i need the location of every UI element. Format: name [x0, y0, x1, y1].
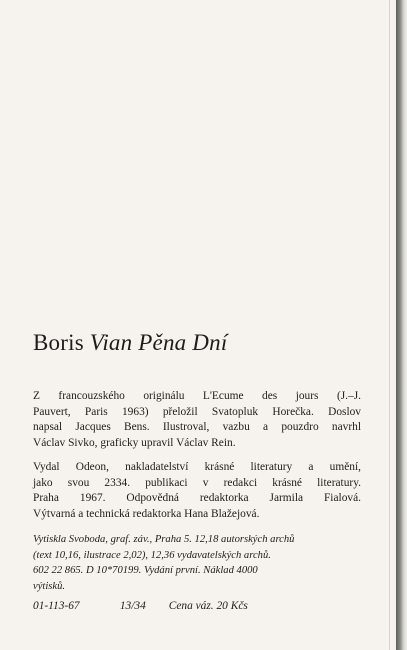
- colophon-line: výtisků.: [33, 581, 66, 593]
- colophon-line: 602 22 865. D 10*70199. Vydání první. Náklad 4000: [33, 565, 258, 577]
- colophon-line: (text 10,16, ilustrace 2,02), 12,36 vydavatelských archů.: [33, 549, 271, 561]
- credits-line: Z francouzského originálu L'Ecume des jours (J.–J.: [33, 390, 361, 402]
- catalog-code: 01-113-67: [33, 600, 80, 612]
- price-label: Cena váz. 20 Kčs: [168, 600, 248, 612]
- credits-line: napsal Jacques Bens. Ilustroval, vazbu a pouzdro navrhl: [33, 421, 361, 434]
- catalog-footer: [33, 600, 248, 612]
- book-spine-edge: [396, 0, 407, 650]
- publisher-line: jako svou 2334. publikaci v redakci krásné literatury.: [33, 476, 361, 489]
- credits-line: Pauvert, Paris 1963) přeložil Svatopluk Horečka. Doslov: [33, 405, 361, 418]
- author-first-name: Boris: [33, 330, 84, 355]
- author-last-name: Vian: [89, 330, 133, 355]
- catalog-number: 13/34: [119, 600, 146, 612]
- translation-credits-paragraph: [33, 389, 361, 451]
- book-title: Pěna Dní: [138, 330, 228, 355]
- publisher-line: Výtvarná a technická redaktorka Hana Blažejová.: [33, 507, 260, 520]
- book-title-line: [33, 330, 227, 356]
- page-edge-line: [389, 0, 390, 650]
- publisher-paragraph: [33, 460, 361, 522]
- colophon-line: Vytiskla Svoboda, graf. záv., Praha 5. 12,18 autorských archů: [33, 534, 295, 545]
- publisher-line: Vydal Odeon, nakladatelství krásné literatury a umění,: [33, 461, 361, 473]
- credits-line: Václav Sivko, graficky upravil Václav Rein.: [33, 436, 236, 449]
- printing-colophon: [33, 532, 361, 595]
- publisher-line: Praha 1967. Odpovědná redaktorka Jarmila Fialová.: [33, 492, 361, 505]
